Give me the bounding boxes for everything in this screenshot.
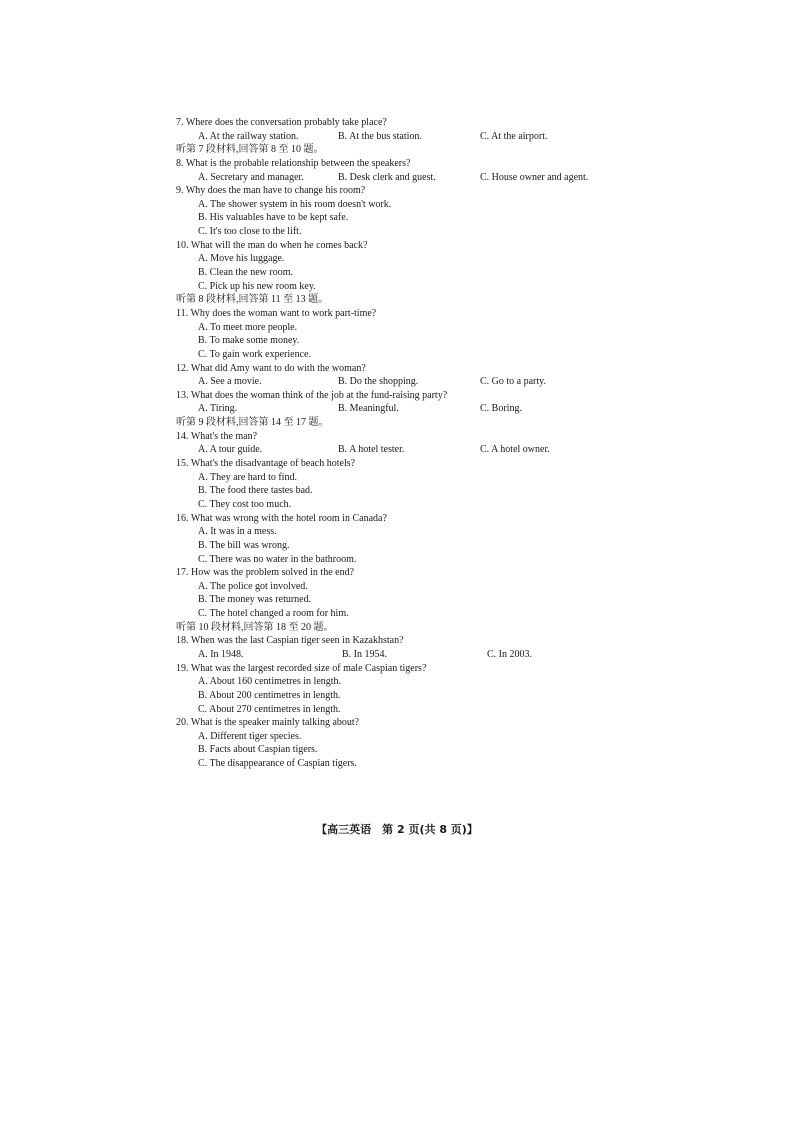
option-c: C. They cost too much.: [198, 498, 292, 510]
option-b: B. The bill was wrong.: [198, 539, 290, 551]
question-20-stem: 20. What is the speaker mainly talking about?: [176, 717, 360, 729]
option-a: A. It was in a mess.: [198, 526, 277, 538]
question-19-stem: 19. What was the largest recorded size of male Caspian tigers?: [176, 662, 427, 674]
option-c: C. It's too close to the lift.: [198, 226, 302, 238]
question-12-stem: 12. What did Amy want to do with the woman?: [176, 362, 366, 374]
question-8-options: [176, 171, 626, 185]
option-a: A. See a movie.: [198, 376, 262, 388]
option-b: B. In 1954.: [342, 648, 387, 660]
question-13-stem: 13. What does the woman think of the job at the fund-raising party?: [176, 389, 448, 401]
question-18-options: [176, 648, 626, 662]
option-c: C. At the airport.: [480, 130, 548, 142]
question-7-options: [176, 130, 626, 144]
question-9-stem: 9. Why does the man have to change his room?: [176, 185, 366, 197]
option-b: B. Clean the new room.: [198, 267, 293, 279]
option-a: A. At the railway station.: [198, 130, 299, 142]
question-16-stem: 16. What was wrong with the hotel room in Canada?: [176, 512, 387, 524]
question-13-options: [176, 402, 626, 416]
option-b: B. Do the shopping.: [338, 376, 419, 388]
option-b: B. Meaningful.: [338, 403, 399, 415]
section-10-instruction: 听第 10 段材料,回答第 18 至 20 题。: [176, 621, 334, 633]
option-c: C. Go to a party.: [480, 376, 547, 388]
option-c: C. Boring.: [480, 403, 522, 415]
question-8-stem: 8. What is the probable relationship between the speakers?: [176, 157, 411, 169]
option-b: B. At the bus station.: [338, 130, 422, 142]
page-footer: 【高三英语 第 2 页(共 8 页)】: [316, 823, 478, 836]
option-a: A. They are hard to find.: [198, 471, 297, 483]
question-15-stem: 15. What's the disadvantage of beach hotels?: [176, 458, 356, 470]
option-a: A. Tiring.: [198, 403, 238, 415]
question-7-stem: 7. Where does the conversation probably take place?: [176, 117, 387, 128]
option-b: B. Facts about Caspian tigers.: [198, 744, 318, 756]
option-a: A. About 160 centimetres in length.: [198, 676, 342, 688]
option-b: B. A hotel tester.: [338, 444, 405, 456]
option-c: C. There was no water in the bathroom.: [198, 553, 357, 565]
option-c: C. The disappearance of Caspian tigers.: [198, 758, 357, 770]
option-c: C. Pick up his new room key.: [198, 280, 316, 292]
option-c: C. House owner and agent.: [480, 171, 589, 183]
question-17-stem: 17. How was the problem solved in the end?: [176, 567, 355, 579]
question-14-stem: 14. What's the man?: [176, 430, 258, 442]
section-8-instruction: 听第 8 段材料,回答第 11 至 13 题。: [176, 294, 329, 306]
question-12-options: [176, 375, 626, 389]
option-a: A. The shower system in his room doesn't work.: [198, 198, 392, 210]
question-list: [176, 116, 626, 771]
option-c: C. To gain work experience.: [198, 348, 311, 360]
option-c: C. About 270 centimetres in length.: [198, 703, 341, 715]
option-b: B. Desk clerk and guest.: [338, 171, 436, 183]
option-a: A. The police got involved.: [198, 580, 308, 592]
question-14-options: [176, 443, 626, 457]
option-a: A. A tour guide.: [198, 444, 263, 456]
option-b: B. To make some money.: [198, 335, 300, 347]
question-10-stem: 10. What will the man do when he comes back?: [176, 239, 368, 251]
option-a: A. To meet more people.: [198, 321, 298, 333]
option-c: C. A hotel owner.: [480, 444, 550, 456]
option-a: A. Different tiger species.: [198, 730, 302, 742]
option-a: A. Move his luggage.: [198, 253, 285, 265]
option-a: A. Secretary and manager.: [198, 171, 304, 183]
question-11-stem: 11. Why does the woman want to work part-time?: [176, 307, 377, 319]
option-b: B. His valuables have to be kept safe.: [198, 212, 349, 224]
option-b: B. The money was returned.: [198, 594, 312, 606]
option-c: C. In 2003.: [487, 648, 532, 660]
section-7-instruction: 听第 7 段材料,回答第 8 至 10 题。: [176, 144, 324, 156]
option-b: B. About 200 centimetres in length.: [198, 689, 341, 701]
option-b: B. The food there tastes bad.: [198, 485, 313, 497]
section-9-instruction: 听第 9 段材料,回答第 14 至 17 题。: [176, 417, 329, 429]
option-c: C. The hotel changed a room for him.: [198, 608, 349, 620]
question-18-stem: 18. When was the last Caspian tiger seen in Kazakhstan?: [176, 635, 404, 647]
option-a: A. In 1948.: [198, 648, 244, 660]
